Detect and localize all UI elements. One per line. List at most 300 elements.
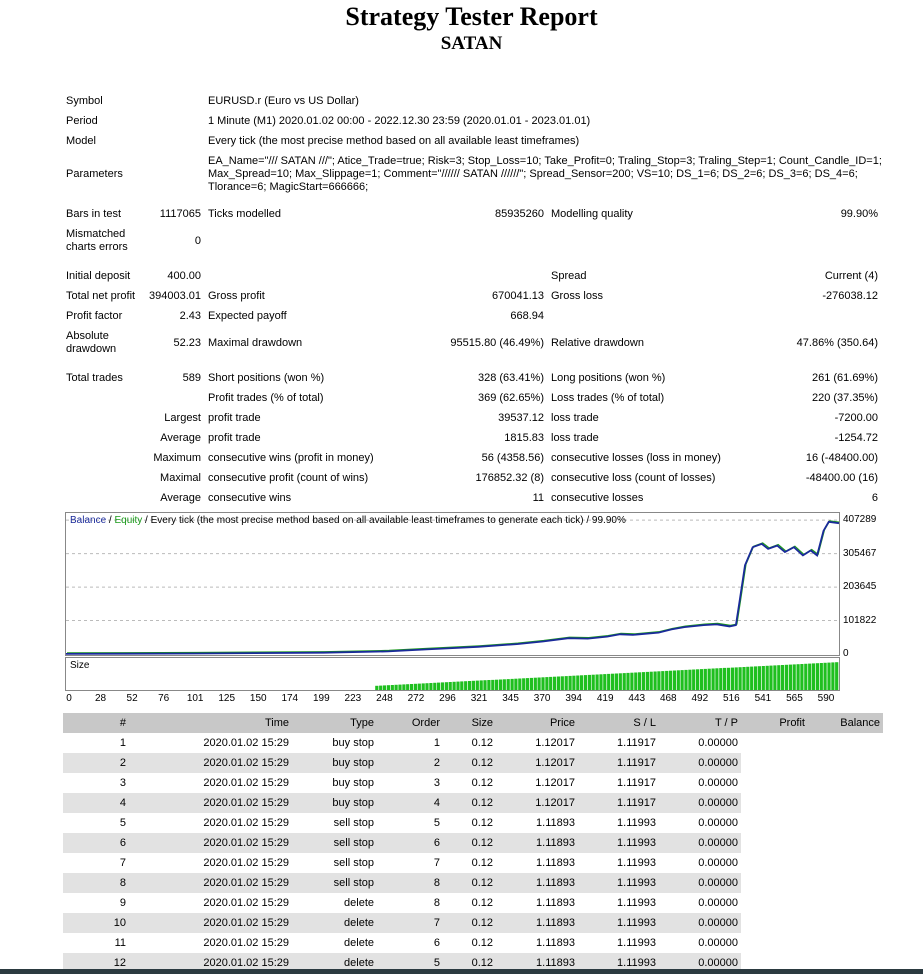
table-cell-empty	[808, 833, 883, 853]
table-row	[63, 833, 883, 853]
size-bar	[569, 676, 572, 690]
spread-value: Current (4)	[824, 270, 878, 282]
size-bar	[425, 683, 428, 690]
table-cell: 0.00000	[698, 857, 738, 869]
size-bar	[665, 671, 668, 690]
size-bar	[445, 682, 448, 690]
table-cell: 2020.01.02 15:29	[203, 897, 289, 909]
maximal-consecutive-loss-value: -48400.00 (16)	[805, 472, 878, 484]
table-cell: 2020.01.02 15:29	[129, 873, 292, 893]
table-cell: 7	[377, 913, 443, 933]
size-bar	[731, 668, 734, 690]
table-cell: 11	[114, 937, 126, 949]
table-cell: buy stop	[292, 753, 377, 773]
table-cell-empty	[741, 853, 808, 873]
table-cell: 1.11893	[496, 873, 578, 893]
symbol-value: EURUSD.r (Euro vs US Dollar)	[208, 95, 359, 107]
table-cell: sell stop	[292, 833, 377, 853]
table-cell: 1.11993	[617, 897, 656, 909]
x-tick-label: 272	[407, 693, 425, 704]
table-cell: 1.11993	[617, 857, 656, 869]
long-positions-label: Long positions (won %)	[551, 372, 666, 384]
y-tick-label: 0	[843, 648, 849, 659]
size-bar	[391, 685, 394, 690]
size-bar	[754, 666, 757, 690]
deposit-value: 400.00	[167, 270, 201, 282]
x-tick-label: 223	[344, 693, 362, 704]
max-consecutive-wins-value: 56 (4358.56)	[481, 452, 544, 464]
table-cell: 4	[377, 793, 443, 813]
absolute-drawdown-label-1: Absolute	[66, 330, 109, 342]
avg-consecutive-losses-value: 6	[871, 492, 878, 504]
table-cell: 0.12	[471, 777, 493, 789]
table-cell: buy stop	[332, 737, 374, 749]
avg-consecutive-losses-label: consecutive losses	[551, 492, 644, 504]
size-bar	[712, 669, 715, 691]
table-cell: 0.12	[471, 857, 493, 869]
x-tick-label: 419	[596, 693, 614, 704]
table-cell: 2020.01.02 15:29	[203, 937, 289, 949]
table-cell: 1.11893	[536, 857, 575, 869]
table-cell: 6	[377, 833, 443, 853]
table-cell: buy stop	[332, 777, 374, 789]
balance-series-line	[66, 522, 839, 654]
column-header: Balance	[808, 713, 883, 733]
net-profit-value: 394003.01	[149, 290, 201, 302]
short-positions-label: Short positions (won %)	[208, 372, 325, 384]
size-bar	[630, 673, 633, 690]
size-bar	[750, 667, 753, 690]
deposit-label: Initial deposit	[66, 270, 131, 282]
size-bar	[530, 678, 533, 690]
size-bar	[491, 680, 494, 690]
table-cell: sell stop	[333, 857, 374, 869]
table-cell: 2020.01.02 15:29	[129, 753, 292, 773]
table-cell: 0.00000	[659, 793, 741, 813]
size-bar	[460, 681, 463, 690]
size-bar	[812, 663, 815, 690]
x-tick-label: 492	[691, 693, 709, 704]
table-cell-empty	[741, 813, 808, 833]
size-bar	[769, 666, 772, 690]
column-header: Time	[129, 713, 292, 733]
size-bar	[773, 665, 776, 690]
size-bar	[824, 663, 827, 690]
size-bar	[495, 680, 498, 690]
table-cell: 2020.01.02 15:29	[203, 817, 289, 829]
size-bar	[464, 681, 467, 690]
table-cell: 0.12	[443, 833, 496, 853]
table-row	[63, 913, 883, 933]
mismatch-label-1: Mismatched	[66, 228, 126, 240]
table-cell-empty	[808, 813, 883, 833]
loss-trades-value: 220 (37.35%)	[811, 392, 878, 404]
table-cell: 9	[119, 897, 126, 909]
size-bar	[592, 675, 595, 690]
table-cell: buy stop	[292, 793, 377, 813]
column-header: Order	[377, 713, 443, 733]
size-bar	[723, 668, 726, 690]
table-cell: 5	[119, 817, 126, 829]
table-cell: 0.12	[471, 897, 493, 909]
profit-trades-label: Profit trades (% of total)	[208, 392, 324, 404]
legend-separator: /	[106, 515, 115, 526]
size-bar	[410, 684, 413, 690]
average-loss-value: -1254.72	[834, 432, 878, 444]
maximal-drawdown-label: Maximal drawdown	[208, 337, 303, 349]
absolute-drawdown-label-2: drawdown	[66, 343, 117, 355]
table-cell: 1.11893	[536, 817, 575, 829]
relative-drawdown-value: 47.86% (350.64)	[796, 337, 878, 349]
largest-loss-label: loss trade	[551, 412, 599, 424]
table-cell: 0.00000	[698, 897, 738, 909]
table-cell: 1.11893	[536, 897, 575, 909]
largest-label: Largest	[164, 412, 201, 424]
size-bar	[793, 664, 796, 690]
max-consecutive-wins-label: consecutive wins (profit in money)	[208, 452, 374, 464]
size-bar	[449, 682, 452, 690]
table-cell-empty	[808, 913, 883, 933]
table-cell: 1.12017	[535, 777, 575, 789]
table-cell: 1.11893	[536, 937, 575, 949]
size-bar	[638, 672, 641, 690]
size-bar	[596, 675, 599, 691]
size-bar	[398, 685, 401, 690]
size-bar	[468, 681, 471, 690]
table-cell: 1.11917	[578, 793, 659, 813]
quality-value: 99.90%	[840, 208, 878, 220]
relative-drawdown-label: Relative drawdown	[551, 337, 644, 349]
x-tick-label: 296	[439, 693, 456, 704]
size-bar	[580, 675, 583, 690]
size-bar	[696, 669, 699, 690]
x-tick-label: 516	[723, 693, 740, 704]
size-bar	[553, 677, 556, 690]
mismatch-value: 0	[194, 235, 201, 247]
size-bar	[735, 667, 738, 690]
size-bar	[483, 680, 486, 690]
size-bar	[785, 665, 788, 690]
total-trades-label: Total trades	[66, 372, 123, 384]
parameters-label: Parameters	[66, 168, 123, 180]
average-label: Average	[160, 432, 201, 444]
size-bar	[700, 669, 703, 690]
table-cell-empty	[741, 773, 808, 793]
size-bar	[572, 676, 575, 690]
table-cell: 7	[119, 857, 126, 869]
gross-loss-value: -276038.12	[822, 290, 878, 302]
size-bar	[545, 677, 548, 690]
profit-factor-value: 2.43	[179, 310, 201, 322]
average-loss-label: loss trade	[551, 432, 599, 444]
size-bar	[827, 663, 830, 690]
column-header: Profit	[741, 713, 808, 733]
orders-table	[63, 713, 883, 973]
spread-label: Spread	[551, 270, 587, 282]
x-tick-label: 0	[66, 693, 72, 704]
table-cell: 5	[377, 953, 443, 973]
table-cell: 1.11993	[578, 953, 659, 973]
size-bar	[657, 671, 660, 690]
table-cell: 1.11893	[496, 953, 578, 973]
table-row	[63, 793, 883, 813]
table-cell: sell stop	[333, 817, 374, 829]
size-bar	[472, 681, 475, 690]
size-bar	[503, 679, 506, 690]
table-cell: delete	[292, 913, 377, 933]
table-cell-empty	[808, 933, 883, 953]
size-panel	[65, 657, 840, 691]
column-header: #	[63, 713, 129, 733]
expected-payoff-value: 668.94	[510, 310, 544, 322]
table-cell: 0.00000	[659, 833, 741, 853]
size-bar	[414, 684, 417, 690]
table-cell-empty	[808, 873, 883, 893]
y-tick-label: 203645	[843, 581, 877, 593]
size-bar	[584, 675, 587, 690]
expected-payoff-label: Expected payoff	[208, 310, 287, 322]
table-cell-empty	[741, 933, 808, 953]
table-cell: 0.12	[471, 737, 493, 749]
balance-chart	[65, 512, 840, 656]
size-bar	[816, 663, 819, 690]
largest-loss-value: -7200.00	[834, 412, 878, 424]
table-cell: 10	[63, 913, 129, 933]
bars-value: 1117065	[159, 208, 201, 220]
size-bar	[511, 679, 514, 690]
parameters-value: EA_Name="/// SATAN ///"; Atice_Trade=true; Risk=3; Stop_Loss=10; Take_Profit=0; Traling_Stop=3; Traling_Step=1; Count_Candle_ID=1; Max_Spread=10; Max_Slippage=1; Comment="////// SATAN //////"; Spread_Sensor=200; VS=10; DS_1=6; DS_2=6; DS_3=6; DS_4=6; Tlorance=6; MagicStart=666666;	[208, 155, 882, 193]
table-cell: 1.11993	[578, 873, 659, 893]
table-row	[63, 753, 883, 773]
table-cell: 2020.01.02 15:29	[203, 777, 289, 789]
table-cell-empty	[741, 893, 808, 913]
table-cell: 1.11893	[496, 833, 578, 853]
x-tick-label: 174	[281, 693, 299, 704]
legend-description: / Every tick (the most precise method based on all available least timeframes to generate each tick) / 99.90%	[142, 515, 626, 526]
table-cell: 2020.01.02 15:29	[129, 953, 292, 973]
table-cell: 0.12	[471, 817, 493, 829]
size-bar	[387, 685, 390, 690]
size-bar	[487, 680, 490, 690]
legend-equity: Equity	[114, 515, 143, 526]
table-cell: delete	[292, 953, 377, 973]
table-cell: 1	[119, 737, 126, 749]
table-cell: 1.12017	[496, 753, 578, 773]
size-bar	[514, 679, 517, 690]
size-bar	[820, 663, 823, 690]
table-cell-empty	[741, 793, 808, 813]
table-cell: delete	[344, 897, 374, 909]
profit-factor-label: Profit factor	[66, 310, 123, 322]
table-cell: 1.11917	[578, 753, 659, 773]
x-tick-label: 125	[218, 693, 236, 704]
size-bar	[742, 667, 745, 690]
size-bar	[375, 686, 378, 690]
x-tick-label: 590	[817, 693, 835, 704]
table-row	[63, 933, 883, 953]
size-bar	[688, 670, 691, 690]
size-bar	[480, 680, 483, 690]
balance-chart-plot	[66, 513, 839, 655]
size-bar	[541, 677, 544, 690]
x-tick-label: 248	[376, 693, 393, 704]
size-bar	[661, 671, 664, 690]
size-bar	[499, 680, 502, 691]
size-bar	[561, 676, 564, 690]
size-bar	[599, 674, 602, 690]
table-row	[63, 813, 883, 833]
table-cell: 7	[433, 857, 440, 869]
net-profit-label: Total net profit	[66, 290, 136, 302]
size-bar	[402, 684, 405, 690]
x-tick-label: 321	[470, 693, 488, 704]
table-cell: 2020.01.02 15:29	[203, 737, 289, 749]
table-cell: 0.12	[443, 873, 496, 893]
table-row	[63, 853, 883, 873]
table-cell: 3	[433, 777, 440, 789]
x-tick-label: 345	[502, 693, 519, 704]
ticks-value: 85935260	[495, 208, 544, 220]
table-cell: 1	[433, 737, 440, 749]
size-bar	[437, 683, 440, 690]
max-consecutive-losses-label: consecutive losses (loss in money)	[551, 452, 721, 464]
x-tick-label: 394	[565, 693, 582, 704]
table-cell: 1.11993	[617, 817, 656, 829]
size-bar	[538, 678, 541, 691]
loss-trades-label: Loss trades (% of total)	[551, 392, 665, 404]
ticks-label: Ticks modelled	[208, 208, 281, 220]
size-bar	[766, 666, 769, 690]
maximal-drawdown-value: 95515.80 (46.49%)	[450, 337, 544, 349]
table-cell: 1.11993	[578, 913, 659, 933]
size-bar	[677, 670, 680, 690]
size-bar	[603, 674, 606, 690]
table-cell: 8	[63, 873, 129, 893]
table-cell-empty	[808, 793, 883, 813]
table-cell-empty	[741, 913, 808, 933]
table-cell-empty	[808, 893, 883, 913]
table-cell: 0.12	[443, 953, 496, 973]
column-header: Size	[443, 713, 496, 733]
size-bar	[684, 670, 687, 690]
size-bar	[804, 664, 807, 690]
column-header: T / P	[659, 713, 741, 733]
size-bar	[681, 670, 684, 690]
average-consecutive-label: Average	[160, 492, 201, 504]
size-bar	[692, 670, 695, 691]
size-label: Size	[70, 660, 90, 671]
table-cell: 6	[433, 937, 440, 949]
size-bar	[831, 662, 834, 690]
size-bar	[789, 665, 792, 690]
size-bar	[422, 683, 425, 690]
column-header: Type	[292, 713, 377, 733]
size-bar	[781, 665, 784, 690]
y-tick-label: 101822	[843, 614, 877, 626]
size-bar	[565, 676, 568, 690]
gross-profit-label: Gross profit	[208, 290, 265, 302]
avg-consecutive-wins-value: 11	[532, 492, 544, 504]
size-bars	[66, 658, 839, 690]
size-bar	[808, 664, 811, 690]
size-bar	[762, 666, 765, 690]
table-cell: 0.00000	[698, 737, 738, 749]
size-bar	[719, 668, 722, 690]
long-positions-value: 261 (61.69%)	[811, 372, 878, 384]
absolute-drawdown-value: 52.23	[173, 337, 201, 349]
table-header-row	[63, 713, 883, 733]
size-bar	[418, 684, 421, 690]
bars-label: Bars in test	[66, 208, 122, 220]
table-row	[63, 893, 883, 913]
table-cell: 2020.01.02 15:29	[203, 857, 289, 869]
x-tick-label: 101	[186, 693, 204, 704]
table-cell: 0.00000	[698, 817, 738, 829]
max-consecutive-losses-value: 16 (-48400.00)	[805, 452, 878, 464]
size-bar	[777, 665, 780, 690]
taskbar-strip	[0, 969, 923, 974]
size-bar	[669, 671, 672, 690]
table-cell: 8	[433, 897, 440, 909]
size-bar	[797, 664, 800, 690]
model-value: Every tick (the most precise method based on all available least timeframes)	[208, 135, 580, 147]
total-trades-value: 589	[182, 372, 201, 384]
table-cell: 1.11993	[617, 937, 656, 949]
size-bar	[549, 677, 552, 690]
average-profit-value: 1815.83	[504, 432, 544, 444]
table-cell: delete	[344, 937, 374, 949]
period-value: 1 Minute (M1) 2020.01.02 00:00 - 2022.12.30 23:59 (2020.01.01 - 2023.01.01)	[208, 115, 591, 127]
table-cell: 0.12	[443, 793, 496, 813]
size-bar	[746, 667, 749, 690]
table-cell: 0.00000	[659, 913, 741, 933]
table-cell: 2020.01.02 15:29	[129, 833, 292, 853]
size-bar	[673, 671, 676, 691]
size-bar	[619, 673, 622, 690]
x-tick-label: 443	[628, 693, 646, 704]
chart-legend	[70, 515, 626, 527]
report-title: Strategy Tester Report	[345, 2, 598, 31]
size-bar	[576, 676, 579, 691]
column-header: Price	[496, 713, 578, 733]
size-bar	[518, 679, 521, 691]
table-cell: 0.12	[471, 937, 493, 949]
table-cell: 0.00000	[659, 753, 741, 773]
x-tick-label: 28	[94, 693, 107, 704]
report-subtitle: SATAN	[440, 33, 503, 54]
table-cell: 1.11993	[578, 833, 659, 853]
size-bar	[704, 669, 707, 690]
size-bar	[739, 667, 742, 690]
size-bar	[379, 686, 382, 690]
size-bar	[588, 675, 591, 690]
table-cell-empty	[741, 833, 808, 853]
size-bar	[476, 681, 479, 690]
size-bar	[626, 673, 629, 690]
size-bar	[429, 683, 432, 690]
table-cell: 1.12017	[496, 793, 578, 813]
table-cell: 12	[63, 953, 129, 973]
x-tick-label: 565	[786, 693, 803, 704]
column-header: S / L	[578, 713, 659, 733]
maximal-consecutive-profit-value: 176852.32 (8)	[475, 472, 544, 484]
table-cell: 0.00000	[698, 777, 738, 789]
size-bar	[758, 666, 761, 690]
table-cell: 0.00000	[659, 873, 741, 893]
short-positions-value: 328 (63.41%)	[477, 372, 544, 384]
largest-profit-label: profit trade	[208, 412, 261, 424]
table-cell-empty	[808, 733, 883, 753]
